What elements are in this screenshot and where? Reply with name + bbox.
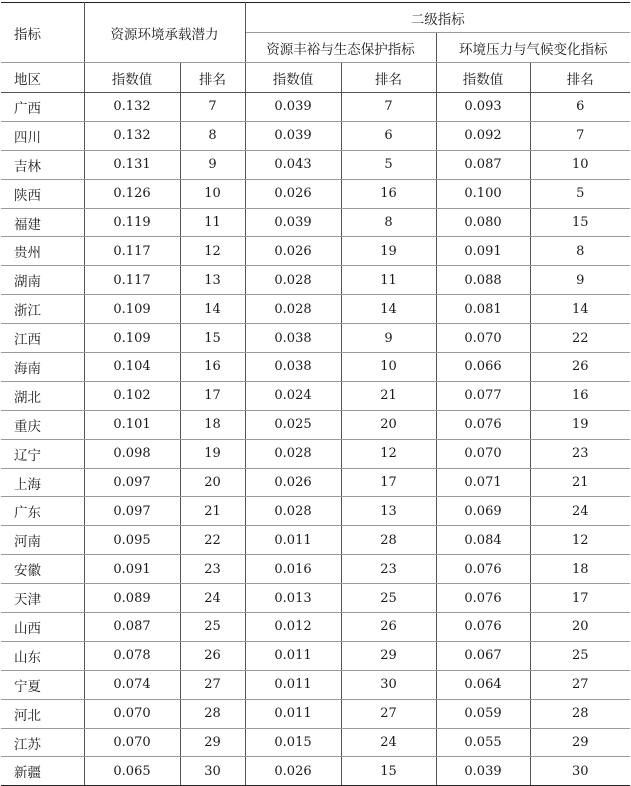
- capacity-index-cell: 0.065: [84, 757, 180, 786]
- region-cell: 湖南: [1, 266, 84, 295]
- table-row: [1, 208, 630, 237]
- region-cell: 重庆: [1, 410, 84, 439]
- region-cell: 吉林: [1, 150, 84, 179]
- region-cell: 河北: [1, 699, 84, 728]
- capacity-index-cell: 0.074: [84, 670, 180, 699]
- environment-index-cell: 0.055: [436, 728, 530, 757]
- environment-index-cell: 0.066: [436, 353, 530, 382]
- capacity-rank-cell: 30: [180, 757, 245, 786]
- capacity-rank-cell: 25: [180, 613, 245, 642]
- resource-rank-cell: 27: [341, 699, 436, 728]
- environment-index-cell: 0.059: [436, 699, 530, 728]
- region-cell: 天津: [1, 584, 84, 613]
- table-row: [1, 641, 630, 670]
- resource-index-cell: 0.026: [245, 757, 341, 786]
- resource-rank-cell: 21: [341, 381, 436, 410]
- table-row: [1, 497, 630, 526]
- header-region: 地区: [1, 63, 84, 93]
- environment-rank-cell: 8: [530, 237, 630, 266]
- capacity-index-cell: 0.109: [84, 324, 180, 353]
- resource-rank-cell: 5: [341, 150, 436, 179]
- environment-rank-cell: 10: [530, 150, 630, 179]
- capacity-rank-cell: 13: [180, 266, 245, 295]
- resource-rank-cell: 28: [341, 526, 436, 555]
- region-cell: 湖北: [1, 381, 84, 410]
- environment-index-cell: 0.091: [436, 237, 530, 266]
- capacity-rank-cell: 22: [180, 526, 245, 555]
- capacity-rank-cell: 29: [180, 728, 245, 757]
- capacity-rank-cell: 12: [180, 237, 245, 266]
- region-cell: 广东: [1, 497, 84, 526]
- capacity-index-cell: 0.095: [84, 526, 180, 555]
- environment-rank-cell: 28: [530, 699, 630, 728]
- resource-rank-cell: 13: [341, 497, 436, 526]
- capacity-rank-cell: 26: [180, 641, 245, 670]
- capacity-rank-cell: 28: [180, 699, 245, 728]
- resource-index-cell: 0.039: [245, 121, 341, 150]
- environment-index-cell: 0.071: [436, 468, 530, 497]
- resource-index-cell: 0.026: [245, 179, 341, 208]
- region-cell: 辽宁: [1, 439, 84, 468]
- table-row: [1, 584, 630, 613]
- header-cap-index: 指数值: [84, 63, 180, 93]
- capacity-index-cell: 0.101: [84, 410, 180, 439]
- resource-index-cell: 0.039: [245, 208, 341, 237]
- region-cell: 陕西: [1, 179, 84, 208]
- region-cell: 新疆: [1, 757, 84, 786]
- header-secondary: 二级指标: [245, 3, 630, 33]
- environment-index-cell: 0.076: [436, 555, 530, 584]
- resource-index-cell: 0.028: [245, 295, 341, 324]
- header-env-index: 指数值: [436, 63, 530, 93]
- environment-rank-cell: 24: [530, 497, 630, 526]
- capacity-index-cell: 0.070: [84, 699, 180, 728]
- table-row: [1, 295, 630, 324]
- table-row: [1, 324, 630, 353]
- table-row: [1, 555, 630, 584]
- resource-rank-cell: 26: [341, 613, 436, 642]
- environment-rank-cell: 18: [530, 555, 630, 584]
- capacity-rank-cell: 11: [180, 208, 245, 237]
- table-row: [1, 613, 630, 642]
- region-cell: 贵州: [1, 237, 84, 266]
- capacity-rank-cell: 23: [180, 555, 245, 584]
- resource-index-cell: 0.015: [245, 728, 341, 757]
- capacity-rank-cell: 24: [180, 584, 245, 613]
- header-capacity: 资源环境承载潜力: [84, 3, 245, 63]
- region-cell: 安徽: [1, 555, 84, 584]
- resource-rank-cell: 30: [341, 670, 436, 699]
- table-row: [1, 150, 630, 179]
- resource-index-cell: 0.039: [245, 93, 341, 122]
- resource-index-cell: 0.038: [245, 324, 341, 353]
- table-body: [1, 93, 630, 786]
- environment-index-cell: 0.076: [436, 613, 530, 642]
- resource-index-cell: 0.011: [245, 670, 341, 699]
- region-cell: 广西: [1, 93, 84, 122]
- capacity-rank-cell: 20: [180, 468, 245, 497]
- table-row: [1, 757, 630, 786]
- environment-rank-cell: 17: [530, 584, 630, 613]
- environment-rank-cell: 19: [530, 410, 630, 439]
- environment-index-cell: 0.069: [436, 497, 530, 526]
- capacity-index-cell: 0.091: [84, 555, 180, 584]
- environment-rank-cell: 7: [530, 121, 630, 150]
- header-env-climate: 环境压力与气候变化指标: [436, 33, 630, 63]
- environment-rank-cell: 15: [530, 208, 630, 237]
- environment-rank-cell: 12: [530, 526, 630, 555]
- environment-index-cell: 0.084: [436, 526, 530, 555]
- table-row: [1, 381, 630, 410]
- table-row: [1, 93, 630, 122]
- table-row: [1, 353, 630, 382]
- capacity-rank-cell: 10: [180, 179, 245, 208]
- table-row: [1, 439, 630, 468]
- resource-index-cell: 0.011: [245, 641, 341, 670]
- resource-index-cell: 0.024: [245, 381, 341, 410]
- resource-rank-cell: 29: [341, 641, 436, 670]
- environment-index-cell: 0.076: [436, 584, 530, 613]
- environment-index-cell: 0.092: [436, 121, 530, 150]
- environment-index-cell: 0.088: [436, 266, 530, 295]
- region-cell: 福建: [1, 208, 84, 237]
- table-row: [1, 410, 630, 439]
- capacity-rank-cell: 15: [180, 324, 245, 353]
- capacity-rank-cell: 21: [180, 497, 245, 526]
- environment-index-cell: 0.081: [436, 295, 530, 324]
- environment-index-cell: 0.070: [436, 324, 530, 353]
- region-cell: 海南: [1, 353, 84, 382]
- environment-rank-cell: 25: [530, 641, 630, 670]
- capacity-index-cell: 0.117: [84, 266, 180, 295]
- capacity-index-cell: 0.117: [84, 237, 180, 266]
- environment-index-cell: 0.076: [436, 410, 530, 439]
- environment-rank-cell: 20: [530, 613, 630, 642]
- environment-index-cell: 0.080: [436, 208, 530, 237]
- resource-index-cell: 0.025: [245, 410, 341, 439]
- environment-rank-cell: 22: [530, 324, 630, 353]
- resource-index-cell: 0.016: [245, 555, 341, 584]
- environment-index-cell: 0.093: [436, 93, 530, 122]
- capacity-rank-cell: 9: [180, 150, 245, 179]
- capacity-index-cell: 0.132: [84, 121, 180, 150]
- region-cell: 山西: [1, 613, 84, 642]
- capacity-rank-cell: 7: [180, 93, 245, 122]
- capacity-rank-cell: 14: [180, 295, 245, 324]
- environment-index-cell: 0.077: [436, 381, 530, 410]
- table-row: [1, 266, 630, 295]
- resource-rank-cell: 14: [341, 295, 436, 324]
- environment-index-cell: 0.070: [436, 439, 530, 468]
- environment-rank-cell: 27: [530, 670, 630, 699]
- resource-index-cell: 0.026: [245, 237, 341, 266]
- capacity-index-cell: 0.126: [84, 179, 180, 208]
- resource-index-cell: 0.012: [245, 613, 341, 642]
- resource-index-cell: 0.028: [245, 497, 341, 526]
- environment-index-cell: 0.067: [436, 641, 530, 670]
- region-cell: 宁夏: [1, 670, 84, 699]
- table-row: [1, 728, 630, 757]
- environment-index-cell: 0.100: [436, 179, 530, 208]
- resource-index-cell: 0.043: [245, 150, 341, 179]
- environment-rank-cell: 21: [530, 468, 630, 497]
- resource-rank-cell: 10: [341, 353, 436, 382]
- environment-rank-cell: 5: [530, 179, 630, 208]
- environment-rank-cell: 29: [530, 728, 630, 757]
- table-row: [1, 526, 630, 555]
- resource-rank-cell: 15: [341, 757, 436, 786]
- capacity-index-cell: 0.098: [84, 439, 180, 468]
- table-row: [1, 237, 630, 266]
- capacity-index-cell: 0.087: [84, 613, 180, 642]
- table-row: [1, 699, 630, 728]
- resource-rank-cell: 20: [341, 410, 436, 439]
- resource-rank-cell: 8: [341, 208, 436, 237]
- capacity-index-cell: 0.132: [84, 93, 180, 122]
- table-row: [1, 468, 630, 497]
- capacity-index-cell: 0.102: [84, 381, 180, 410]
- capacity-index-cell: 0.097: [84, 497, 180, 526]
- region-cell: 江西: [1, 324, 84, 353]
- environment-rank-cell: 6: [530, 93, 630, 122]
- header-cap-rank: 排名: [180, 63, 245, 93]
- header-res-rank: 排名: [341, 63, 436, 93]
- table-row: [1, 121, 630, 150]
- resource-rank-cell: 11: [341, 266, 436, 295]
- region-cell: 浙江: [1, 295, 84, 324]
- resource-rank-cell: 23: [341, 555, 436, 584]
- header-indicator: 指标: [1, 3, 84, 63]
- table-row: [1, 670, 630, 699]
- capacity-index-cell: 0.089: [84, 584, 180, 613]
- capacity-rank-cell: 18: [180, 410, 245, 439]
- environment-rank-cell: 16: [530, 381, 630, 410]
- resource-rank-cell: 16: [341, 179, 436, 208]
- capacity-index-cell: 0.078: [84, 641, 180, 670]
- environment-index-cell: 0.064: [436, 670, 530, 699]
- region-cell: 江苏: [1, 728, 84, 757]
- environment-rank-cell: 9: [530, 266, 630, 295]
- resource-rank-cell: 7: [341, 93, 436, 122]
- resource-rank-cell: 24: [341, 728, 436, 757]
- capacity-rank-cell: 17: [180, 381, 245, 410]
- capacity-rank-cell: 8: [180, 121, 245, 150]
- resource-index-cell: 0.028: [245, 266, 341, 295]
- resource-rank-cell: 25: [341, 584, 436, 613]
- resource-rank-cell: 17: [341, 468, 436, 497]
- capacity-rank-cell: 19: [180, 439, 245, 468]
- environment-rank-cell: 26: [530, 353, 630, 382]
- table-header: [1, 3, 630, 93]
- resource-rank-cell: 6: [341, 121, 436, 150]
- environment-rank-cell: 23: [530, 439, 630, 468]
- region-cell: 河南: [1, 526, 84, 555]
- resource-index-cell: 0.011: [245, 526, 341, 555]
- resource-index-cell: 0.026: [245, 468, 341, 497]
- resource-rank-cell: 9: [341, 324, 436, 353]
- capacity-index-cell: 0.070: [84, 728, 180, 757]
- header-res-index: 指数值: [245, 63, 341, 93]
- capacity-rank-cell: 16: [180, 353, 245, 382]
- environment-index-cell: 0.087: [436, 150, 530, 179]
- capacity-index-cell: 0.119: [84, 208, 180, 237]
- resource-index-cell: 0.011: [245, 699, 341, 728]
- capacity-index-cell: 0.131: [84, 150, 180, 179]
- resource-rank-cell: 19: [341, 237, 436, 266]
- resource-index-cell: 0.028: [245, 439, 341, 468]
- region-cell: 四川: [1, 121, 84, 150]
- header-resource-eco: 资源丰裕与生态保护指标: [245, 33, 436, 63]
- table-row: [1, 179, 630, 208]
- resource-index-cell: 0.038: [245, 353, 341, 382]
- environment-rank-cell: 14: [530, 295, 630, 324]
- resource-rank-cell: 12: [341, 439, 436, 468]
- capacity-index-cell: 0.104: [84, 353, 180, 382]
- ranking-table: [1, 2, 630, 786]
- capacity-index-cell: 0.109: [84, 295, 180, 324]
- region-cell: 山东: [1, 641, 84, 670]
- resource-index-cell: 0.013: [245, 584, 341, 613]
- environment-index-cell: 0.039: [436, 757, 530, 786]
- header-env-rank: 排名: [530, 63, 630, 93]
- environment-rank-cell: 30: [530, 757, 630, 786]
- capacity-rank-cell: 27: [180, 670, 245, 699]
- capacity-index-cell: 0.097: [84, 468, 180, 497]
- region-cell: 上海: [1, 468, 84, 497]
